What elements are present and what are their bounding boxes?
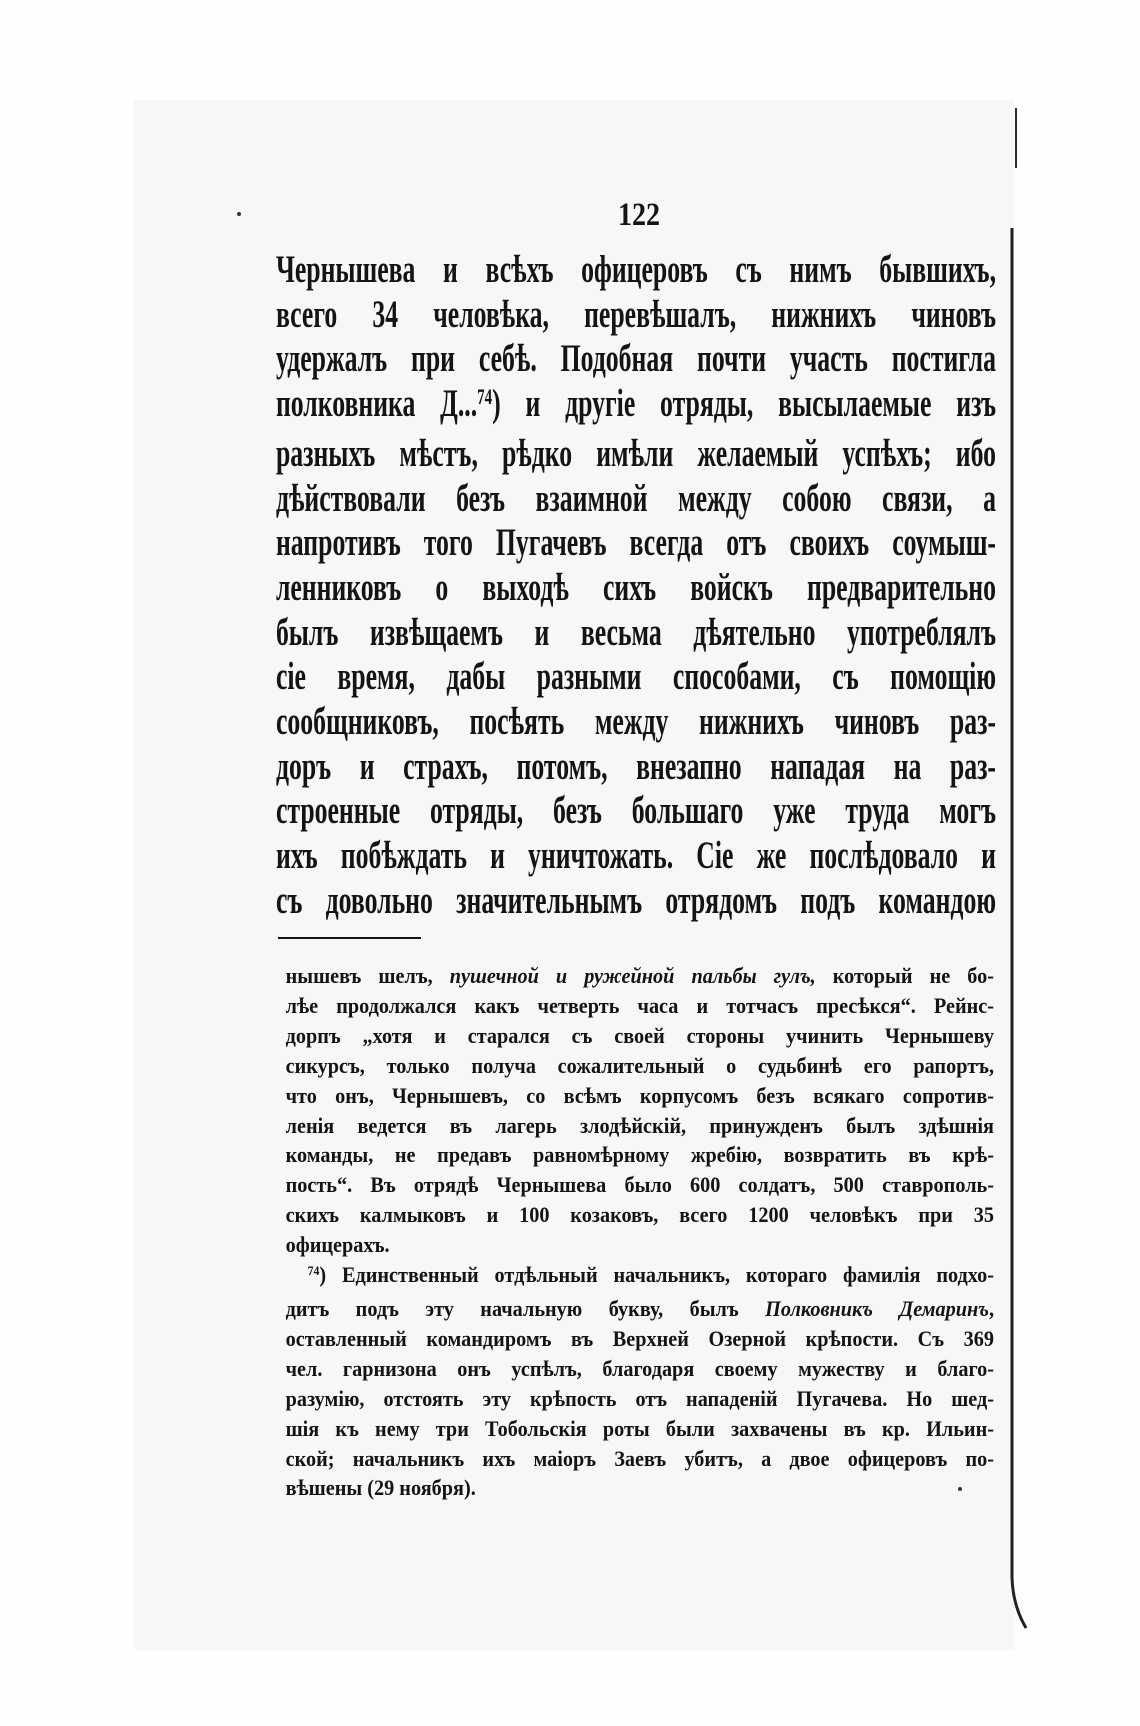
footnote-line: вѣшены (29 ноября). xyxy=(285,1475,476,1501)
text-segment: , xyxy=(988,1295,994,1321)
text-line: сообщниковъ, посѣять между нижнихъ чиновъ раз- xyxy=(275,700,996,744)
text-line: строенные отряды, безъ большаго уже труда могъ xyxy=(275,789,996,833)
footnote-ref-74: 74 xyxy=(477,383,493,409)
footnote-line: скихъ калмыковъ и 100 козаковъ, всего 1200 человѣкъ при 35 xyxy=(285,1202,994,1228)
text-line: удержалъ при себѣ. Подобная почти участь постигла xyxy=(275,337,996,381)
text-line: съ довольно значительнымъ отрядомъ подъ командою xyxy=(275,878,996,922)
text-line: доръ и страхъ, потомъ, внезапно нападая на раз- xyxy=(275,744,996,788)
footnote-marker-74: 74 xyxy=(307,1264,320,1279)
footnote-line xyxy=(286,1294,994,1324)
footnote-line: сикурсъ, только получа сожалительный о судьбинѣ его рапортъ, xyxy=(285,1052,994,1078)
text-line: ихъ побѣждать и уничтожать. Сіе же послѣдовало и xyxy=(275,834,996,878)
text-line: дѣйствовали безъ взаимной между собою связи, а xyxy=(275,476,996,520)
footnote-line: разумію, отстоять эту крѣпость отъ нападеній Пугачева. Но шед- xyxy=(285,1385,994,1411)
footnote-line: оставленный командиромъ въ Верхней Озерной крѣпости. Съ 369 xyxy=(285,1325,994,1351)
text-line: ленниковъ о выходѣ сихъ войскъ предварительно xyxy=(275,565,996,609)
text-segment: ) и другіе отряды, высылаемые изъ xyxy=(492,382,996,426)
footnote-line: команды, не предавъ равномѣрному жребію, возвратить въ крѣ- xyxy=(285,1142,994,1168)
italic-phrase: Полковникъ Демаринъ xyxy=(765,1295,989,1321)
text-segment: нышевъ шелъ, xyxy=(285,963,450,988)
footnote-line: шія къ нему три Тобольскія роты были захвачены въ кр. Ильин- xyxy=(285,1415,994,1441)
footnote-line xyxy=(286,961,994,991)
page-number: 122 xyxy=(617,197,661,233)
text-line xyxy=(276,382,996,432)
footnote-line: дорпъ „хотя и старался съ своей стороны учинить Чернышеву xyxy=(285,1022,994,1048)
text-line: былъ извѣщаемъ и весьма дѣятельно употреблялъ xyxy=(275,610,996,654)
text-segment: который не бо- xyxy=(815,963,994,988)
footnote-line: лѣе продолжался какъ четверть часа и тотчасъ пресѣкся“. Рейнс- xyxy=(285,992,994,1018)
footnote-line: ленія ведется въ лагерь злодѣйскій, принужденъ былъ здѣшнія xyxy=(285,1112,994,1138)
text-line: сіе время, дабы разными способами, съ помощію xyxy=(275,655,996,699)
footnotes-block xyxy=(286,961,994,1503)
text-line: всего 34 человѣка, перевѣшалъ, нижнихъ чиновъ xyxy=(275,292,996,336)
footnote-line: офицерахъ. xyxy=(285,1232,390,1258)
footnote-line: чел. гарнизона онъ успѣлъ, благодаря своему мужеству и благо- xyxy=(285,1355,994,1381)
footnote-line: пость“. Въ отрядѣ Чернышева было 600 солдатъ, 500 ставрополь- xyxy=(285,1172,994,1198)
footnote-line: что онъ, Чернышевъ, со всѣмъ корпусомъ безъ всякаго сопротив- xyxy=(285,1082,994,1108)
footnote-74-first-line xyxy=(286,1260,994,1294)
text-segment: полковника Д... xyxy=(275,382,478,426)
text-segment: ) Единственный отдѣльный начальникъ, котораго фамилія подхо- xyxy=(319,1262,994,1288)
main-text-block xyxy=(276,248,996,924)
text-line: разныхъ мѣстъ, рѣдко имѣли желаемый успѣхъ; ибо xyxy=(275,431,996,475)
footnote-separator xyxy=(278,937,421,939)
italic-phrase: пушечной и ружейной пальбы гулъ, xyxy=(449,963,816,988)
scan-edge-line xyxy=(1012,228,1026,1628)
scan-speck xyxy=(237,212,241,216)
text-line: напротивъ того Пугачевъ всегда отъ своихъ соумыш- xyxy=(275,521,996,565)
text-segment: дитъ подъ эту начальную букву, былъ xyxy=(285,1295,766,1321)
text-line: Чернышева и всѣхъ офицеровъ съ нимъ бывшихъ, xyxy=(275,248,996,291)
footnote-line: ской; начальникъ ихъ маіоръ Заевъ убитъ, а двое офицеровъ по- xyxy=(285,1445,994,1471)
